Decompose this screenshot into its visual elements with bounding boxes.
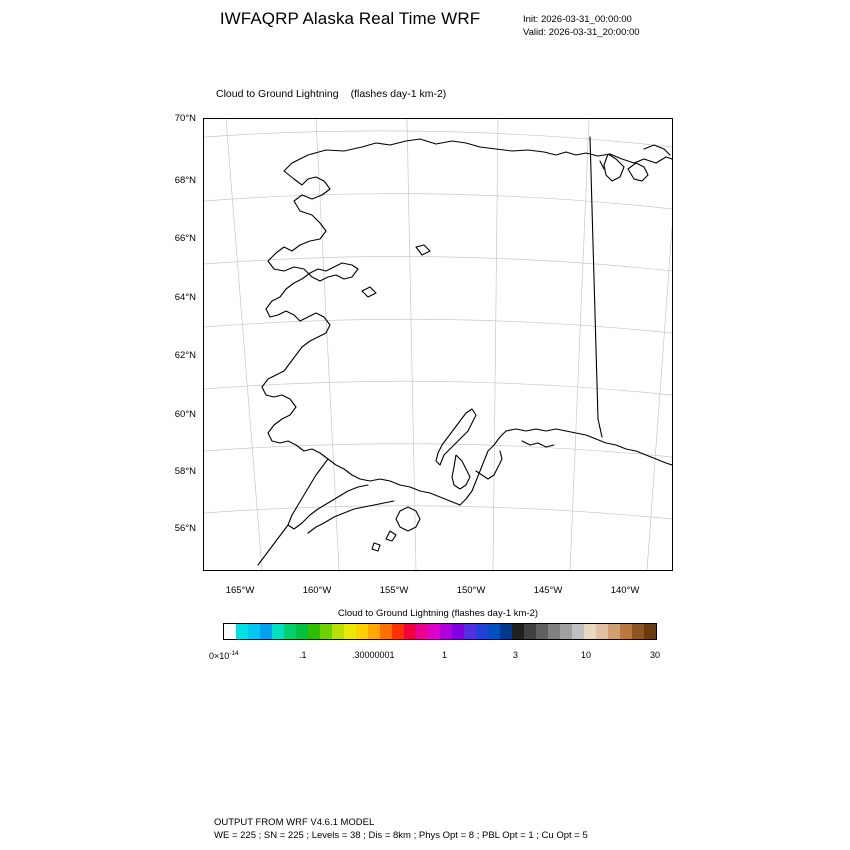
map-svg	[204, 119, 672, 570]
colorbar-swatch	[260, 624, 272, 639]
colorbar-swatch	[464, 624, 476, 639]
colorbar-swatch	[524, 624, 536, 639]
colorbar-swatch	[584, 624, 596, 639]
colorbar-swatch	[356, 624, 368, 639]
y-tick-2: 66°N	[174, 233, 196, 244]
colorbar-swatch	[440, 624, 452, 639]
colorbar-swatch	[416, 624, 428, 639]
colorbar-swatch	[428, 624, 440, 639]
colorbar-swatch	[488, 624, 500, 639]
y-tick-7: 56°N	[174, 523, 196, 534]
colorbar-tick-1: .1	[299, 650, 307, 660]
colorbar-tick-3: 1	[442, 650, 448, 660]
y-tick-3: 64°N	[174, 292, 196, 303]
init-valid-block	[523, 13, 640, 39]
colorbar-swatch	[368, 624, 380, 639]
colorbar-tick-6: 30	[650, 650, 661, 660]
graticule-latitude	[204, 131, 672, 519]
colorbar-swatch	[284, 624, 296, 639]
colorbar-swatch	[296, 624, 308, 639]
colorbar[interactable]	[223, 623, 657, 640]
colorbar-swatch	[308, 624, 320, 639]
graticule-longitude	[226, 119, 672, 570]
x-tick-5: 140°W	[610, 585, 640, 596]
y-tick-4: 62°N	[174, 350, 196, 361]
colorbar-swatch	[344, 624, 356, 639]
plot-title	[216, 88, 446, 100]
colorbar-swatch	[560, 624, 572, 639]
y-tick-1: 68°N	[174, 175, 196, 186]
colorbar-tick-5: 10	[581, 650, 592, 660]
footer-line-2: WE = 225 ; SN = 225 ; Levels = 38 ; Dis = 8km ; Phys Opt = 8 ; PBL Opt = 1 ; Cu Opt = 5	[214, 830, 588, 841]
colorbar-swatch	[380, 624, 392, 639]
colorbar-swatch	[620, 624, 632, 639]
x-tick-4: 145°W	[533, 585, 563, 596]
colorbar-tick-4: 3	[513, 650, 519, 660]
plot-title-text: Cloud to Ground Lightning	[216, 88, 339, 100]
valid-time: Valid: 2026-03-31_20:00:00	[523, 27, 640, 38]
colorbar-swatch	[572, 624, 584, 639]
init-time: Init: 2026-03-31_00:00:00	[523, 14, 632, 25]
colorbar-swatch	[392, 624, 404, 639]
colorbar-swatch	[512, 624, 524, 639]
colorbar-swatch	[536, 624, 548, 639]
colorbar-swatch	[608, 624, 620, 639]
page-title: IWFAQRP Alaska Real Time WRF	[219, 9, 481, 28]
colorbar-swatch	[320, 624, 332, 639]
colorbar-tick-2: .30000001	[352, 650, 395, 660]
colorbar-title: Cloud to Ground Lightning (flashes day-1 km-2)	[337, 608, 539, 619]
colorbar-swatch	[404, 624, 416, 639]
plot-units: (flashes day-1 km-2)	[350, 88, 447, 100]
colorbar-swatch	[236, 624, 248, 639]
colorbar-swatch	[272, 624, 284, 639]
colorbar-swatch	[224, 624, 236, 639]
footer	[214, 816, 588, 842]
x-tick-0: 165°W	[225, 585, 255, 596]
x-tick-3: 150°W	[456, 585, 486, 596]
y-tick-6: 58°N	[174, 466, 196, 477]
colorbar-swatch	[248, 624, 260, 639]
y-tick-5: 60°N	[174, 409, 196, 420]
colorbar-swatch	[548, 624, 560, 639]
colorbar-swatch	[332, 624, 344, 639]
colorbar-swatch	[632, 624, 644, 639]
x-tick-1: 160°W	[302, 585, 332, 596]
y-tick-0: 70°N	[174, 113, 196, 124]
colorbar-swatch	[452, 624, 464, 639]
colorbar-swatch	[476, 624, 488, 639]
footer-line-1: OUTPUT FROM WRF V4.6.1 MODEL	[214, 817, 375, 828]
colorbar-swatch	[500, 624, 512, 639]
x-tick-2: 155°W	[379, 585, 409, 596]
colorbar-swatch	[644, 624, 656, 639]
map-panel[interactable]	[203, 118, 673, 571]
colorbar-swatch	[596, 624, 608, 639]
colorbar-tick-0: $0\times 10^{-14}$	[209, 650, 239, 661]
